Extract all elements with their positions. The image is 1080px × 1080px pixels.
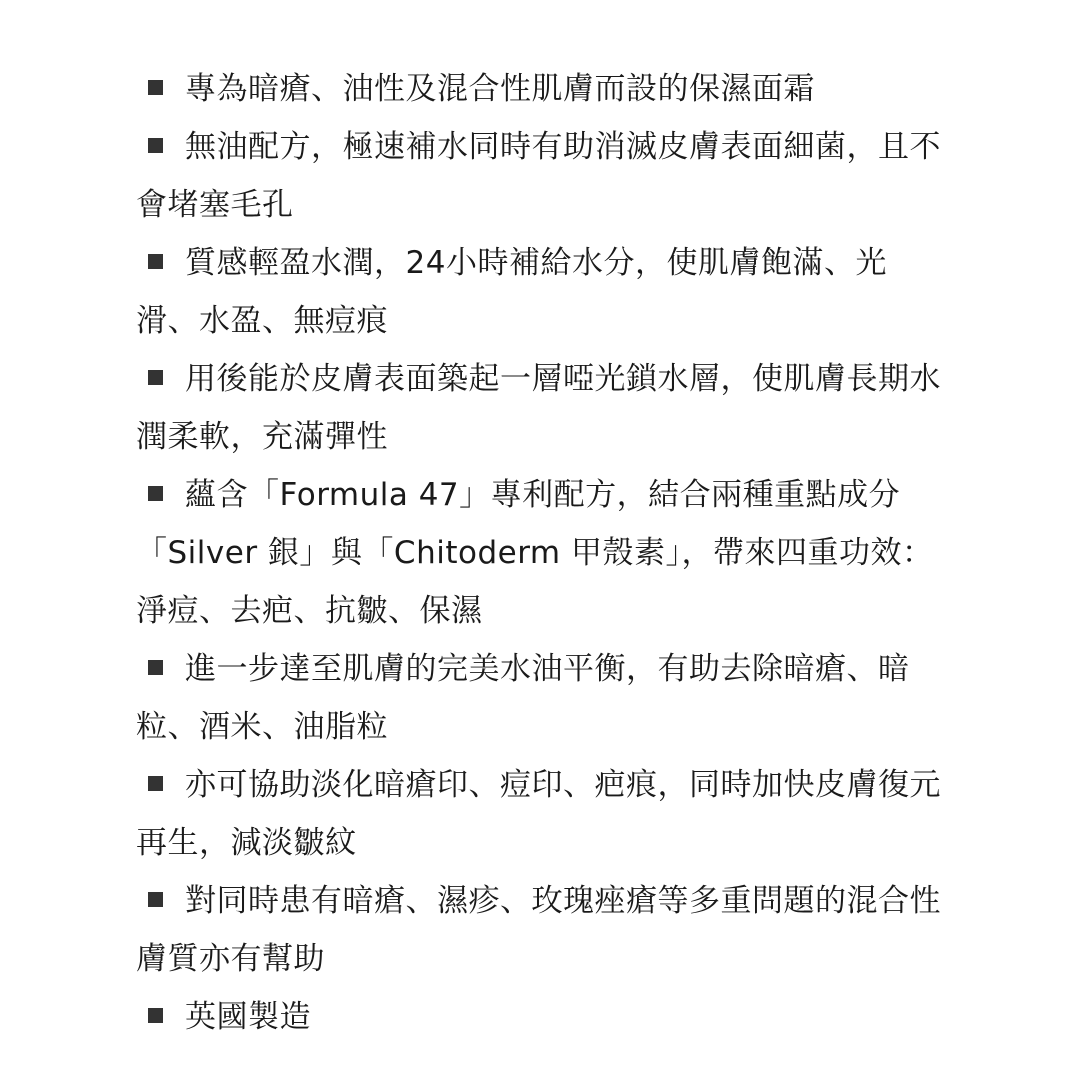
square-bullet-icon [148,138,163,153]
list-item-text: 專為暗瘡、油性及混合性肌膚而設的保濕面霜 [185,71,815,107]
list-item-text: 亦可協助淡化暗瘡印、痘印、疤痕，同時加快皮膚復元再生，減淡皺紋 [136,767,941,861]
list-item [136,640,948,756]
list-item-text: 無油配方，極速補水同時有助消滅皮膚表面細菌，且不會堵塞毛孔 [136,129,941,223]
square-bullet-icon [148,1008,163,1023]
square-bullet-icon [148,660,163,675]
list-item [136,234,948,350]
list-item [136,118,948,234]
list-item [136,756,948,872]
list-item [136,350,948,466]
list-item-text: 進一步達至肌膚的完美水油平衡，有助去除暗瘡、暗粒、酒米、油脂粒 [136,651,910,745]
square-bullet-icon [148,486,163,501]
list-item-text: 質感輕盈水潤，24小時補給水分，使肌膚飽滿、光滑、水盈、無痘痕 [136,245,887,339]
square-bullet-icon [148,370,163,385]
list-item-text: 用後能於皮膚表面築起一層啞光鎖水層，使肌膚長期水潤柔軟，充滿彈性 [136,361,941,455]
square-bullet-icon [148,80,163,95]
square-bullet-icon [148,776,163,791]
square-bullet-icon [148,254,163,269]
list-item-text: 英國製造 [185,999,311,1035]
list-item [136,872,948,988]
list-item-text: 蘊含「Formula 47」專利配方，結合兩種重點成分「Silver 銀」與「Chitoderm 甲殼素」，帶來四重功效：淨痘、去疤、抗皺、保濕 [136,477,934,629]
product-feature-list [136,60,948,1046]
list-item [136,60,948,118]
list-item [136,988,948,1046]
square-bullet-icon [148,892,163,907]
list-item [136,466,948,640]
list-item-text: 對同時患有暗瘡、濕疹、玫瑰痤瘡等多重問題的混合性膚質亦有幫助 [136,883,941,977]
